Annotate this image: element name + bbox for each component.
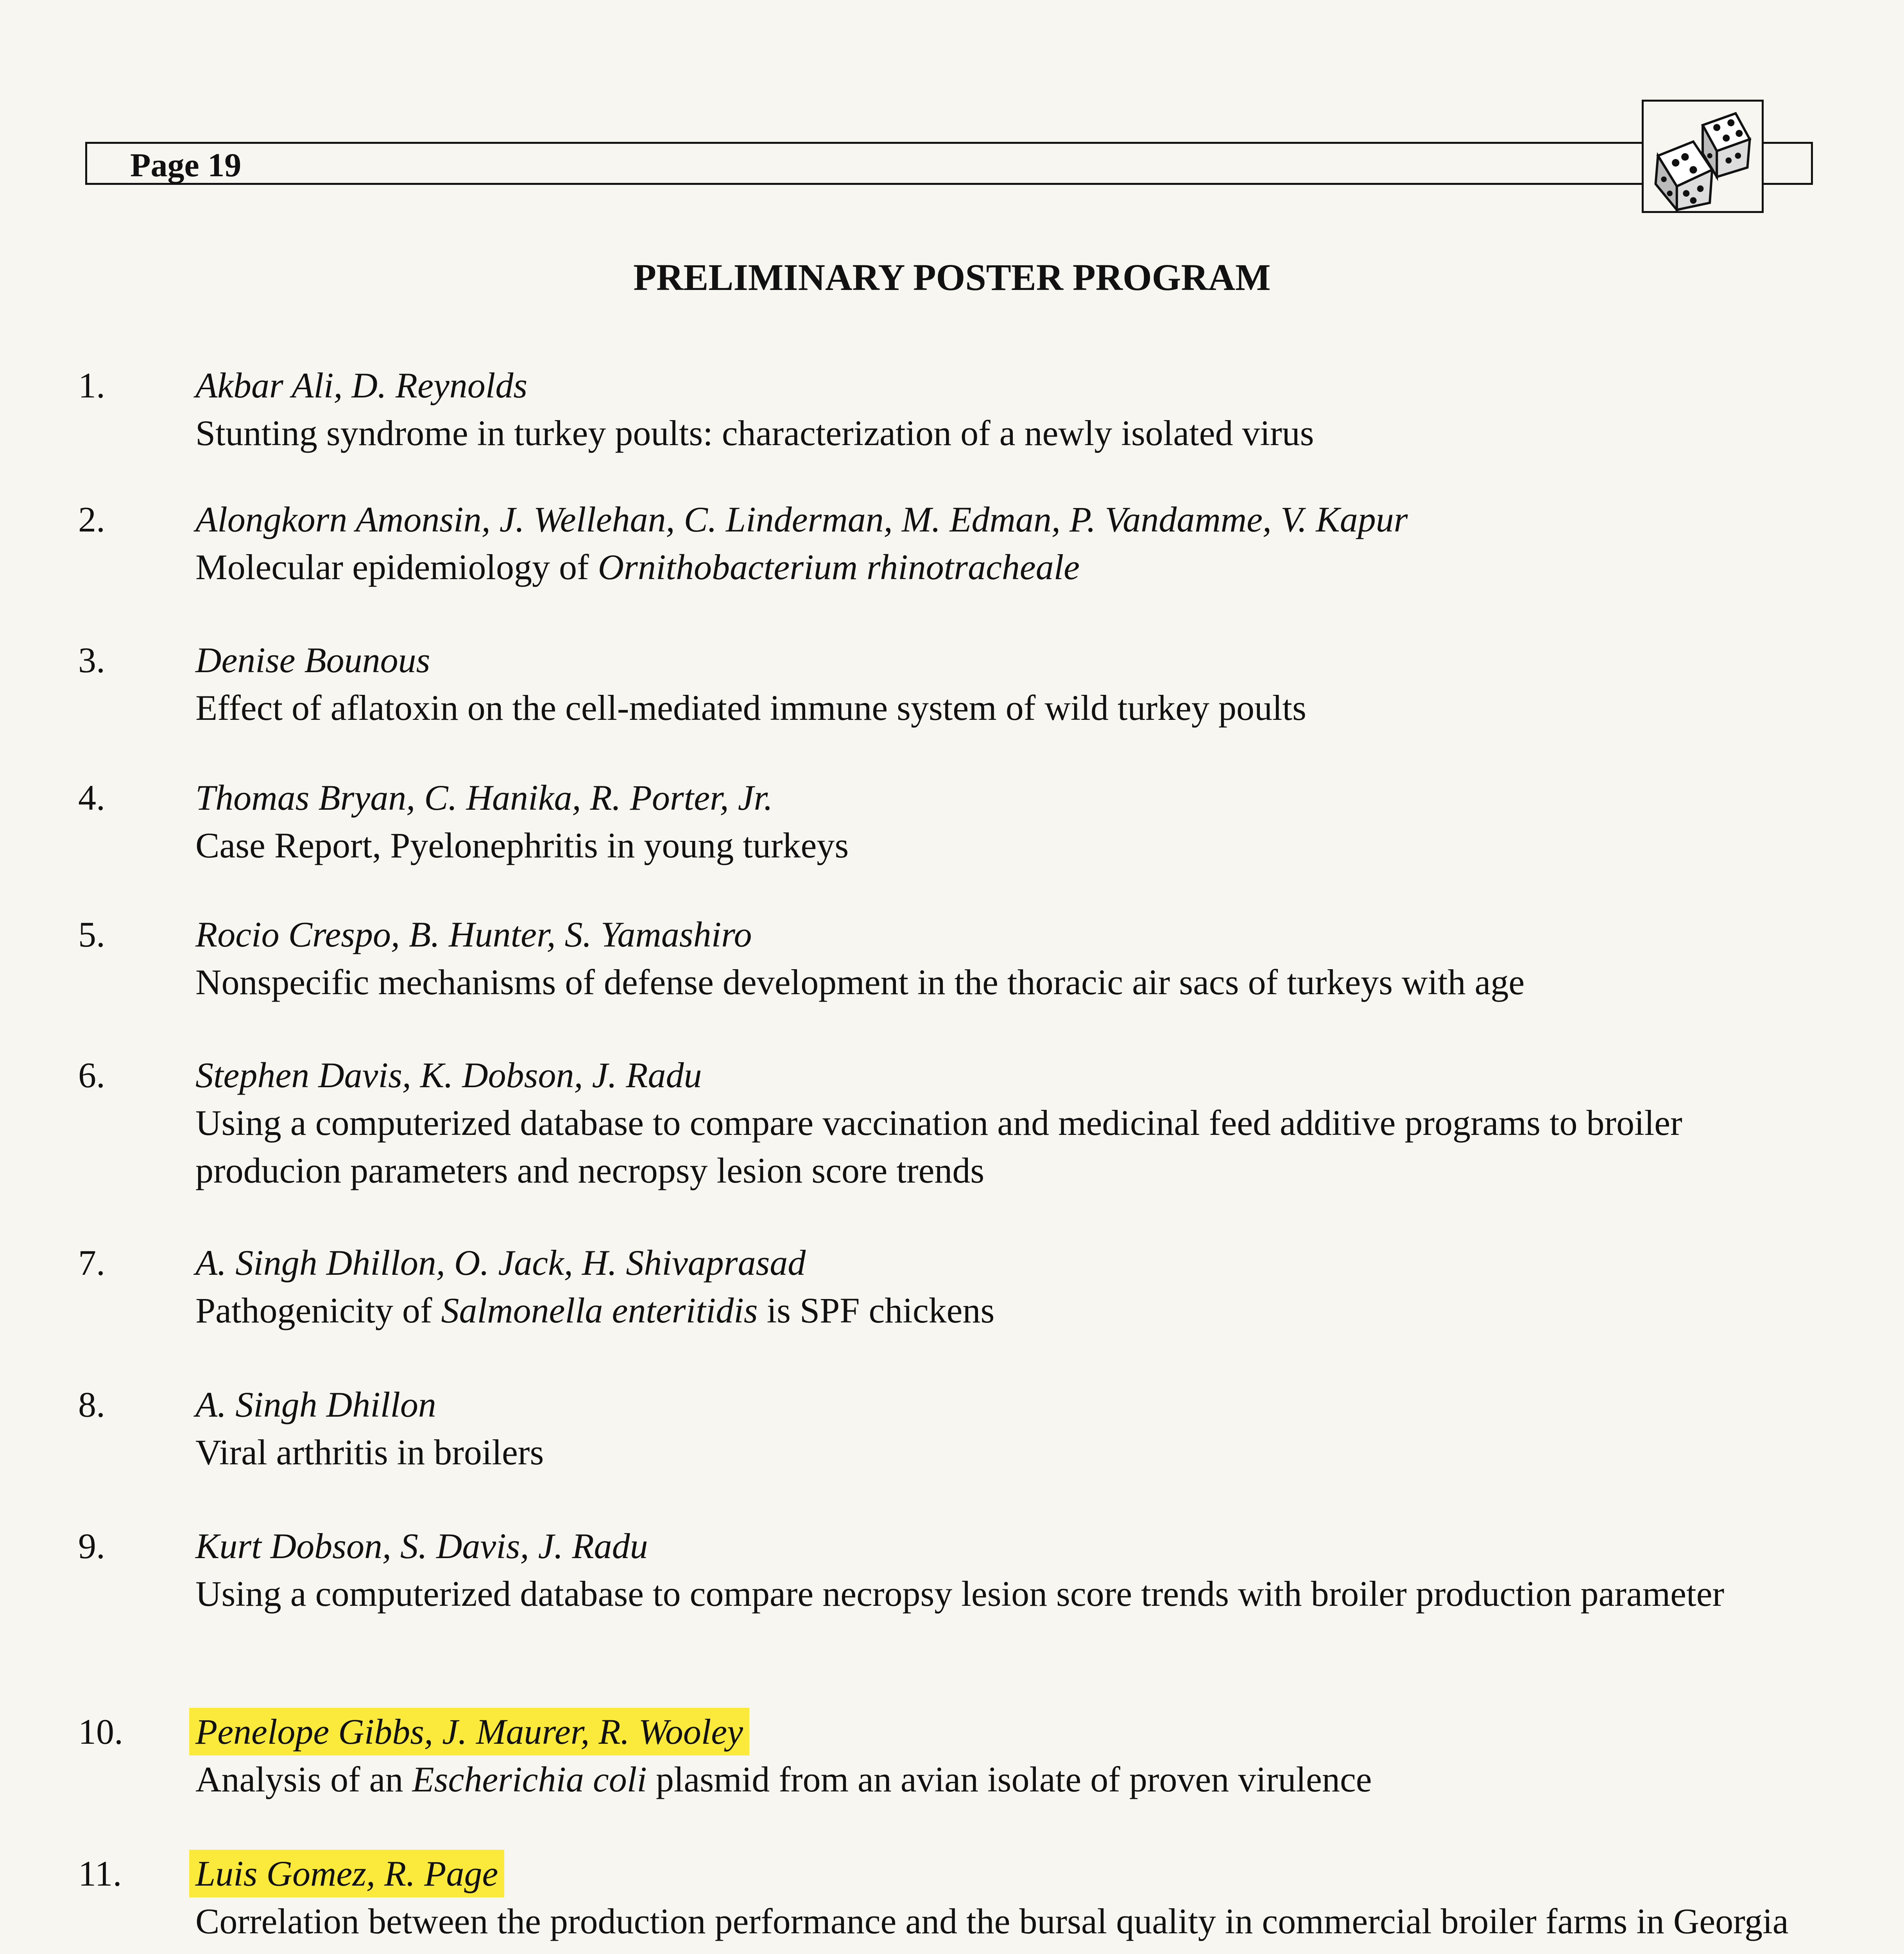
entry-number: 4.	[78, 778, 105, 818]
entry-authors: Luis Gomez, R. Page	[189, 1850, 504, 1897]
entry-title: Using a computerized database to compare vaccination and medicinal feed additive programs to broiler producion parameters and necropsy lesion score trends	[195, 1103, 1682, 1190]
entry-authors: Rocio Crespo, B. Hunter, S. Yamashiro	[195, 914, 752, 954]
entry-number: 2.	[78, 499, 105, 539]
entry-authors: Thomas Bryan, C. Hanika, R. Porter, Jr.	[195, 778, 773, 818]
entry-number: 8.	[78, 1385, 105, 1424]
header-bar	[85, 142, 1813, 185]
entry-number: 9.	[78, 1526, 105, 1566]
entry-title: Case Report, Pyelonephritis in young turkeys	[195, 825, 849, 865]
dice-icon	[1642, 100, 1764, 213]
entry-title: Viral arthritis in broilers	[195, 1432, 544, 1472]
page-title: PRELIMINARY POSTER PROGRAM	[633, 256, 1271, 298]
entry-number: 5.	[78, 914, 105, 954]
page-label: Page 19	[130, 146, 242, 184]
entry-authors: A. Singh Dhillon, O. Jack, H. Shivaprasad	[195, 1243, 806, 1283]
entry-authors: Penelope Gibbs, J. Maurer, R. Wooley	[189, 1708, 749, 1755]
entry-authors: A. Singh Dhillon	[195, 1385, 436, 1424]
entry-title: Using a computerized database to compare necropsy lesion score trends with broiler production parameter	[195, 1574, 1725, 1614]
entry-title: Pathogenicity of Salmonella enteritidis is SPF chickens	[195, 1290, 995, 1330]
entry-authors: Stephen Davis, K. Dobson, J. Radu	[195, 1055, 702, 1095]
entry-authors: Alongkorn Amonsin, J. Wellehan, C. Linderman, M. Edman, P. Vandamme, V. Kapur	[195, 499, 1408, 539]
entry-title: Effect of aflatoxin on the cell-mediated immune system of wild turkey poults	[195, 688, 1306, 728]
entry-title: Molecular epidemiology of Ornithobacterium rhinotracheale	[195, 547, 1080, 587]
entry-number: 3.	[78, 640, 105, 680]
entry-authors: Kurt Dobson, S. Davis, J. Radu	[195, 1526, 648, 1566]
entry-title: Nonspecific mechanisms of defense development in the thoracic air sacs of turkeys with age	[195, 962, 1525, 1002]
entry-number: 6.	[78, 1055, 105, 1095]
entry-title: Stunting syndrome in turkey poults: characterization of a newly isolated virus	[195, 413, 1314, 453]
entry-number: 7.	[78, 1243, 105, 1283]
entry-title: Correlation between the production performance and the bursal quality in commercial broiler farms in Georgia	[195, 1901, 1789, 1941]
entry-number: 1.	[78, 365, 105, 405]
entry-number: 10.	[78, 1712, 123, 1752]
entry-authors: Denise Bounous	[195, 640, 430, 680]
entry-authors: Akbar Ali, D. Reynolds	[195, 365, 528, 405]
entry-number: 11.	[78, 1854, 122, 1893]
entry-title: Analysis of an Escherichia coli plasmid from an avian isolate of proven virulence	[195, 1759, 1372, 1799]
